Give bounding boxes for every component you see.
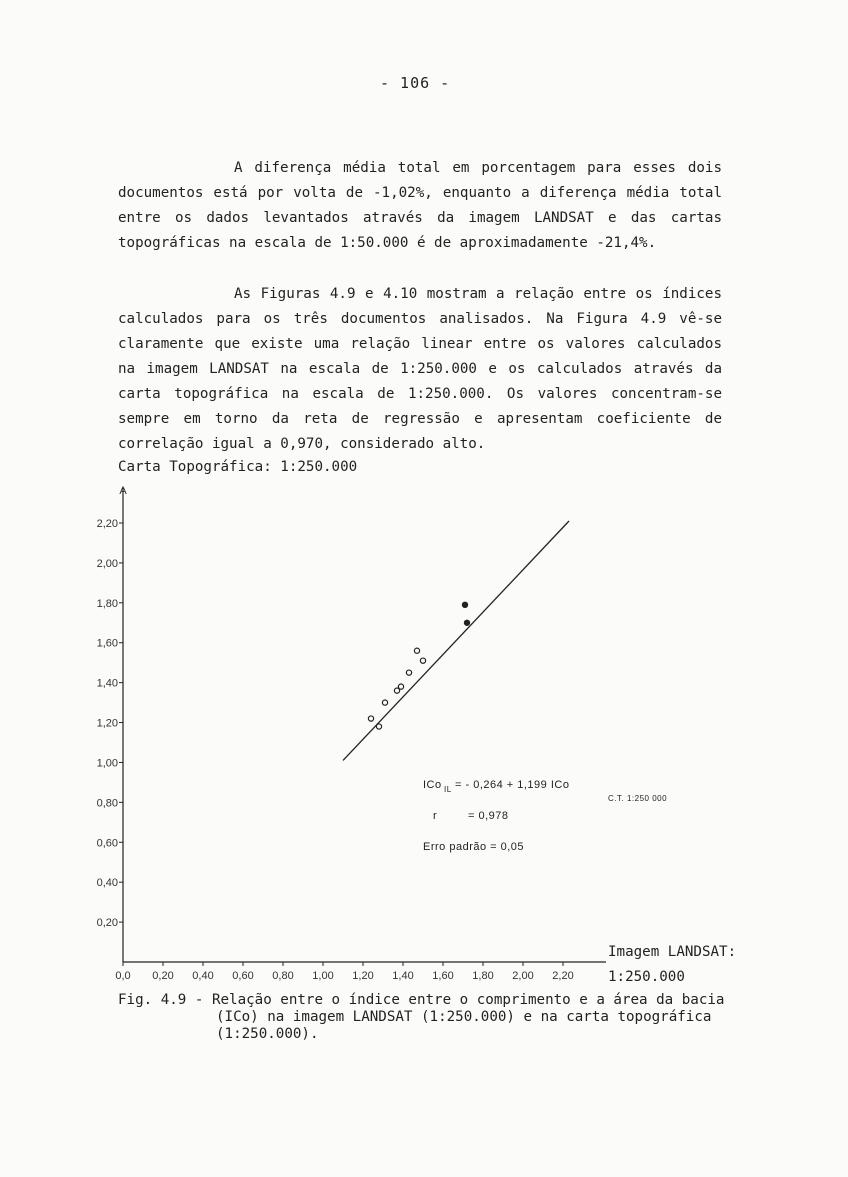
equation-rhs: = - 0,264 + 1,199 ICo [455,779,570,791]
caption-line-1: Fig. 4.9 - Relação entre o índice entre o comprimento e a área da bacia [118,992,725,1008]
data-point [376,724,381,729]
data-point [382,700,387,705]
y-tick-label: 1,00 [96,757,118,770]
equation-lhs: ICo [423,779,442,791]
y-axis-title: Carta Topográfica: 1:250.000 [118,459,358,475]
x-axis-title [608,940,736,990]
paragraph-1-text: A diferença média total em porcentagem para esses dois documentos está por volta de -1,02%, enquanto a diferença média total entre os dados levantados através da imagem LANDSAT e das cartas topográficas na escala de 1:50.000 é de aproximadamente -21,4%. [118,160,722,251]
equation-lhs-subscript: IL [444,785,452,794]
caption-line-3: (1:250.000). [216,1026,319,1042]
x-tick-label: 1,20 [352,970,374,982]
data-point [398,684,403,689]
equation-rhs-subscript: C.T. 1:250 000 [608,794,668,803]
x-tick-label: 0,0 [115,970,131,982]
y-tick-label: 1,20 [96,717,118,730]
data-point [462,602,467,607]
y-tick-label: 0,20 [96,917,118,930]
x-axis-title-line1: Imagem LANDSAT: [608,944,737,960]
x-tick-label: 2,00 [512,970,534,982]
data-point [368,716,373,721]
data-point [420,658,425,663]
data-point [414,648,419,653]
y-tick-label: 0,80 [96,797,118,810]
x-tick-label: 1,80 [472,970,494,982]
x-axis-title-line2: 1:250.000 [608,969,685,985]
equation-r-value: = 0,978 [468,810,509,822]
x-tick-label: 0,40 [192,970,214,982]
x-tick-label: 0,80 [272,970,294,982]
x-tick-label: 0,20 [152,970,174,982]
y-axis-marker: A [119,485,127,497]
x-tick-label: 1,00 [312,970,334,982]
equation-r-label: r [433,810,438,822]
x-tick-label: 0,60 [232,970,254,982]
y-tick-label: 0,60 [96,837,118,850]
y-tick-label: 2,20 [96,518,118,530]
data-point [464,620,469,625]
y-tick-label: 1,40 [96,677,118,690]
figure-caption [118,992,728,1043]
x-tick-label: 1,40 [392,970,414,982]
data-point [406,670,411,675]
y-tick-label: 1,60 [96,637,118,650]
x-tick-label: 2,20 [552,970,574,982]
paragraph-2-text: As Figuras 4.9 e 4.10 mostram a relação entre os índices calculados para os três documentos analisados. Na Figura 4.9 vê-se claramente que existe uma relação linear entre os valores calculados na imagem LANDSAT na escala de 1:250.000 e os calculados através da carta topográfica na escala de 1:250.000. Os valores concentram-se sempre em torno da reta de regressão e apresentam coeficiente de correlação igual a 0,970, considerado alto. [118,286,722,452]
y-tick-label: 0,40 [96,877,118,890]
caption-line-2: (ICo) na imagem LANDSAT (1:250.000) e na carta topográfica [216,1009,712,1025]
y-tick-label: 1,80 [96,597,118,610]
y-tick-label: 2,00 [96,557,118,570]
x-tick-label: 1,60 [432,970,454,982]
equation-error-label: Erro padrão = 0,05 [423,841,525,853]
page-number: - 106 - [380,74,451,92]
